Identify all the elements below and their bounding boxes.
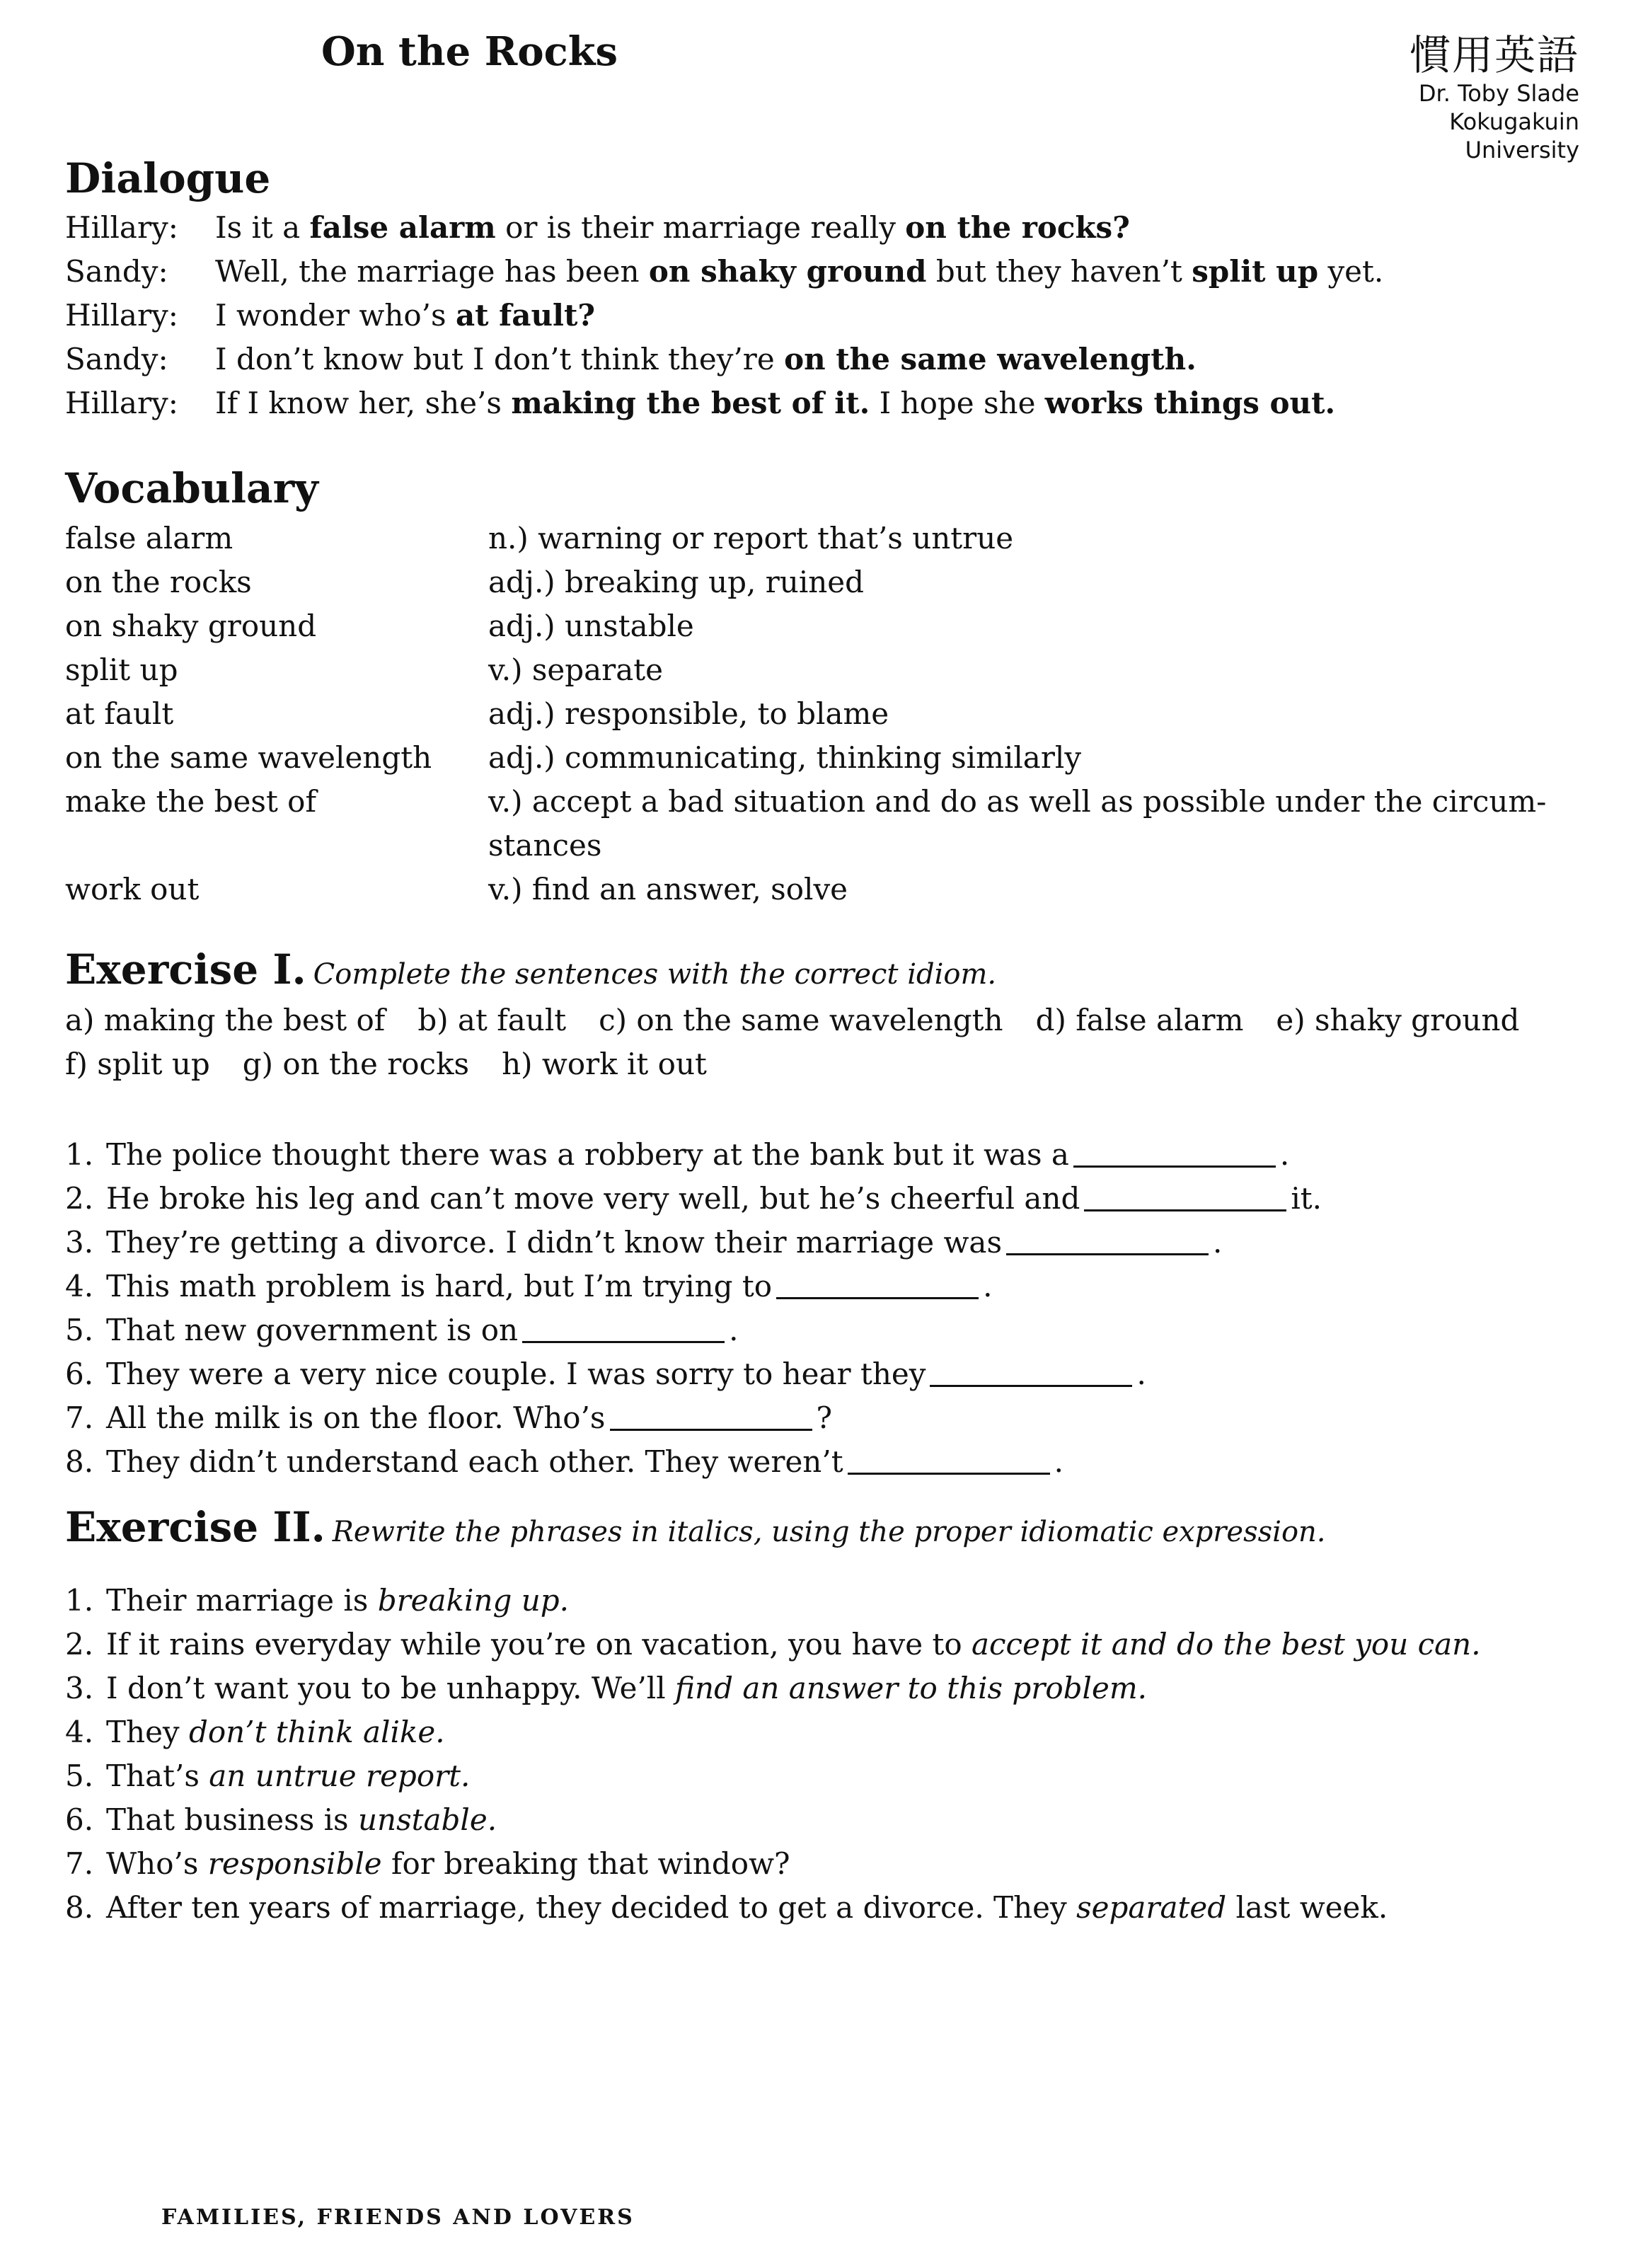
speaker-name: Hillary:: [65, 385, 178, 420]
item-number: 7.: [65, 1400, 94, 1435]
vocab-definition-continued: stances: [488, 828, 602, 863]
vocab-row: [65, 736, 1586, 780]
dialogue-segment: If I know her, she’s: [215, 385, 512, 420]
idiom-highlight: making the best of it.: [511, 385, 870, 420]
answer-option: b) at fault: [417, 1002, 567, 1037]
dialogue-segment: I wonder who’s: [215, 297, 456, 333]
vocabulary-list: [65, 517, 1586, 911]
vocab-term: false alarm: [65, 521, 234, 556]
answer-blank: [848, 1449, 1050, 1475]
exercise-2-item: [65, 1710, 1586, 1754]
item-text: He broke his leg and can’t move very well, but he’s cheerful and: [106, 1180, 1080, 1216]
dialogue-heading: Dialogue: [65, 154, 271, 202]
vocabulary-heading: Vocabulary: [65, 464, 318, 512]
dialogue-text: [215, 210, 1130, 245]
dialogue-line: [65, 205, 1586, 249]
dialogue-segment: Is it a: [215, 209, 310, 245]
item-text: [106, 1583, 569, 1618]
item-ending: .: [983, 1268, 993, 1303]
answer-option: f) split up: [65, 1046, 210, 1081]
exercise-1-item: [65, 1308, 1586, 1352]
dialogue-line: [65, 381, 1586, 425]
exercise-2-item: [65, 1666, 1586, 1710]
exercise-1-item: [65, 1352, 1586, 1395]
vocab-definition: [488, 736, 1586, 780]
item-ending: .: [1054, 1444, 1063, 1479]
item-text: They didn’t understand each other. They weren’t: [106, 1444, 843, 1479]
idiom-highlight: split up: [1192, 253, 1319, 289]
vocab-definition-line: adj.) responsible, to blame: [488, 696, 889, 731]
item-text: All the milk is on the floor. Who’s: [106, 1400, 606, 1435]
item-ending: .: [1213, 1224, 1223, 1260]
exercise-1-item: [65, 1395, 1586, 1439]
vocab-definition: [488, 517, 1586, 560]
item-text: They’re getting a divorce. I didn’t know their marriage was: [106, 1224, 1003, 1260]
idiom-highlight: on shaky ground: [648, 253, 927, 289]
item-number: 5.: [65, 1312, 94, 1347]
exercise-1-heading: [65, 945, 996, 994]
page-title: On the Rocks: [321, 28, 618, 75]
item-text: [106, 1715, 445, 1749]
exercise-2-title: Exercise II.: [65, 1503, 325, 1551]
vocab-definition-line: adj.) unstable: [488, 609, 694, 643]
italic-phrase: separated: [1076, 1889, 1227, 1925]
answer-option: e) shaky ground: [1276, 1002, 1520, 1037]
item-number: 6.: [65, 1802, 94, 1837]
item-number: 3.: [65, 1224, 94, 1260]
dialogue-segment: but they haven’t: [926, 253, 1192, 289]
item-segment: That’s: [106, 1758, 209, 1793]
vocab-row: [65, 780, 1586, 868]
italic-phrase: don’t think alike.: [189, 1714, 445, 1749]
italic-phrase: unstable.: [357, 1802, 497, 1837]
idiom-highlight: works things out.: [1044, 385, 1336, 420]
dialogue-line: [65, 337, 1586, 381]
vocab-definition: [488, 780, 1586, 868]
item-number: 6.: [65, 1356, 94, 1391]
italic-phrase: breaking up.: [377, 1582, 570, 1618]
item-number: 7.: [65, 1846, 94, 1881]
options-line-2: [65, 1042, 1586, 1086]
idiom-highlight: on the same wavelength.: [784, 341, 1197, 376]
dialogue-text: [215, 254, 1383, 289]
dialogue-segment: yet.: [1318, 253, 1384, 289]
course-title: 慣用英語: [1409, 31, 1579, 79]
author-name: Dr. Toby Slade: [1418, 80, 1579, 107]
vocab-definition-line: v.) find an answer, solve: [488, 872, 848, 906]
italic-phrase: accept it and do the best you can.: [971, 1626, 1481, 1662]
answer-blank: [1084, 1185, 1286, 1211]
vocab-definition: [488, 648, 1586, 692]
item-ending: .: [1279, 1136, 1290, 1172]
exercise-1-options: [65, 998, 1586, 1086]
speaker-name: Sandy:: [65, 253, 168, 289]
answer-option: c) on the same wavelength: [599, 1002, 1003, 1037]
exercise-2-item: [65, 1885, 1586, 1929]
idiom-highlight: false alarm: [309, 209, 496, 245]
vocab-row: [65, 560, 1586, 604]
options-line-1: [65, 998, 1586, 1042]
italic-phrase: an untrue report.: [209, 1758, 471, 1793]
dialogue-text: [215, 386, 1335, 420]
exercise-1-item: [65, 1439, 1586, 1483]
speaker-name: Hillary:: [65, 209, 178, 245]
vocab-definition: [488, 692, 1586, 736]
answer-blank: [776, 1273, 979, 1299]
item-segment: last week.: [1226, 1889, 1388, 1925]
dialogue-section: [65, 205, 1586, 425]
exercise-2-item: [65, 1578, 1586, 1622]
vocab-row: [65, 648, 1586, 692]
institution-line-2: University: [1465, 137, 1579, 163]
vocab-definition: [488, 604, 1586, 648]
exercise-1-instruction: Complete the sentences with the correct idiom.: [313, 958, 997, 991]
exercise-1-title: Exercise I.: [65, 945, 306, 994]
answer-blank: [1073, 1141, 1276, 1168]
item-segment: That business is: [106, 1802, 358, 1837]
item-ending: it.: [1291, 1180, 1322, 1216]
item-text: [106, 1802, 497, 1837]
vocab-definition-line: adj.) communicating, thinking similarly: [488, 740, 1082, 775]
item-number: 4.: [65, 1268, 94, 1303]
item-segment: for breaking that window?: [381, 1846, 790, 1881]
vocab-definition: [488, 560, 1586, 604]
exercise-2-heading: [65, 1503, 1326, 1551]
exercise-2-item: [65, 1841, 1586, 1885]
dialogue-line: [65, 249, 1586, 293]
item-number: 2.: [65, 1180, 94, 1216]
item-segment: Who’s: [106, 1846, 208, 1881]
item-text: [106, 1758, 470, 1793]
answer-option: h) work it out: [502, 1046, 707, 1081]
page-footer: FAMILIES, FRIENDS AND LOVERS: [161, 2205, 635, 2230]
exercise-2-item: [65, 1622, 1586, 1666]
exercise-2-list: [65, 1578, 1586, 1929]
exercise-2-instruction: Rewrite the phrases in italics, using the proper idiomatic expression.: [332, 1516, 1326, 1548]
dialogue-line: [65, 293, 1586, 337]
exercise-1-item: [65, 1132, 1586, 1176]
vocab-row: [65, 517, 1586, 560]
item-segment: I don’t want you to be unhappy. We’ll: [106, 1670, 676, 1705]
item-text: [106, 1846, 790, 1881]
item-number: 5.: [65, 1758, 94, 1793]
speaker-name: Hillary:: [65, 297, 178, 333]
answer-blank: [1006, 1229, 1209, 1255]
vocab-definition-line: v.) separate: [488, 652, 664, 687]
vocab-definition-line: v.) accept a bad situation and do as well as possible under the circum-: [488, 784, 1547, 819]
vocab-term: make the best of: [65, 784, 317, 819]
vocab-row: [65, 604, 1586, 648]
idiom-highlight: on the rocks?: [905, 209, 1130, 245]
answer-option: d) false alarm: [1035, 1002, 1244, 1037]
vocab-definition-line: adj.) breaking up, ruined: [488, 565, 865, 599]
vocab-term: work out: [65, 872, 200, 906]
answer-blank: [610, 1405, 812, 1431]
vocab-term: at fault: [65, 696, 174, 731]
item-number: 1.: [65, 1582, 94, 1618]
item-text: [106, 1671, 1147, 1705]
item-segment: They: [106, 1714, 189, 1749]
institution-line-1: Kokugakuin: [1449, 108, 1579, 135]
item-segment: After ten years of marriage, they decided to get a divorce. They: [106, 1889, 1077, 1925]
exercise-1-item: [65, 1264, 1586, 1308]
item-number: 8.: [65, 1889, 94, 1925]
vocab-term: on the same wavelength: [65, 740, 432, 775]
vocab-term: split up: [65, 652, 178, 687]
dialogue-segment: or is their marriage really: [495, 209, 906, 245]
speaker-name: Sandy:: [65, 341, 168, 376]
vocab-definition-line: n.) warning or report that’s untrue: [488, 521, 1014, 556]
item-text: This math problem is hard, but I’m trying to: [106, 1268, 773, 1303]
exercise-1-item: [65, 1176, 1586, 1220]
exercise-1-list: [65, 1132, 1586, 1483]
item-ending: .: [729, 1312, 739, 1347]
exercise-2-item: [65, 1797, 1586, 1841]
item-segment: Their marriage is: [106, 1582, 378, 1618]
dialogue-text: [215, 298, 595, 333]
item-text: [106, 1890, 1388, 1925]
item-number: 4.: [65, 1714, 94, 1749]
exercise-1-item: [65, 1220, 1586, 1264]
vocab-row: [65, 868, 1586, 911]
vocab-row: [65, 692, 1586, 736]
item-text: That new government is on: [106, 1312, 519, 1347]
vocab-definition: [488, 868, 1586, 911]
answer-blank: [930, 1361, 1132, 1387]
item-text: [106, 1627, 1481, 1662]
course-header: [1409, 31, 1579, 164]
dialogue-segment: Well, the marriage has been: [215, 253, 649, 289]
item-text: They were a very nice couple. I was sorry to hear they: [106, 1356, 926, 1391]
item-number: 2.: [65, 1626, 94, 1662]
italic-phrase: responsible: [207, 1846, 382, 1881]
vocab-term: on shaky ground: [65, 609, 317, 643]
dialogue-segment: I don’t know but I don’t think they’re: [215, 341, 785, 376]
answer-option: a) making the best of: [65, 1002, 386, 1037]
item-segment: If it rains everyday while you’re on vacation, you have to: [106, 1626, 972, 1662]
dialogue-text: [215, 342, 1197, 376]
item-text: The police thought there was a robbery at the bank but it was a: [106, 1136, 1069, 1172]
item-number: 1.: [65, 1136, 94, 1172]
answer-blank: [522, 1317, 725, 1343]
item-ending: .: [1136, 1356, 1146, 1391]
vocab-term: on the rocks: [65, 565, 252, 599]
item-number: 8.: [65, 1444, 94, 1479]
item-ending: ?: [816, 1400, 833, 1435]
item-number: 3.: [65, 1670, 94, 1705]
answer-option: g) on the rocks: [242, 1046, 470, 1081]
italic-phrase: find an answer to this problem.: [675, 1670, 1148, 1705]
dialogue-segment: I hope she: [870, 385, 1045, 420]
idiom-highlight: at fault?: [455, 297, 595, 333]
exercise-2-item: [65, 1754, 1586, 1797]
